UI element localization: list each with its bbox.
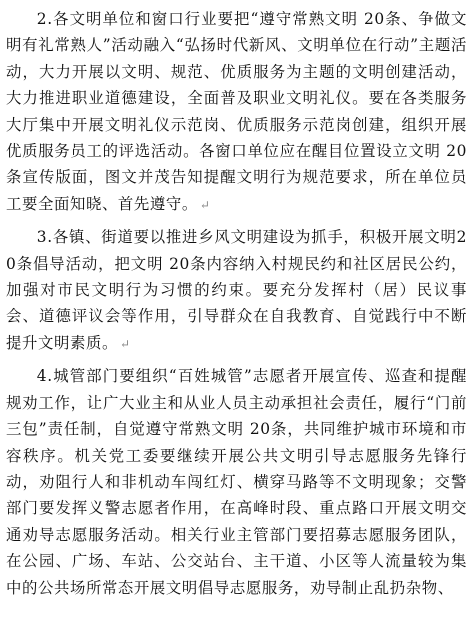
paragraph-3-text: 3.各镇、街道要以推进乡风文明建设为抓手，积极开展文明20条倡导活动，把文明 20条内容纳入村规民约和社区居民公约，加强对市民文明行为习惯的约束。要充分发挥村（居）民议事会、道德评议会等作用，引导群众在自我教育、自觉践行中不断提升文明素质。 [6,228,467,352]
paragraph-2 [6,6,467,218]
paragraph-3 [6,224,467,357]
paragraph-4 [6,363,467,602]
paragraph-4-text: 4.城管部门要组织“百姓城管”志愿者开展宣传、巡查和提醒规劝工作，让广大业主和从业人员主动承担社会责任，履行“门前三包”责任制，自觉遵守常熟文明 20条，共同维护城市环境和市容秩序。机关党工委要继续开展公共文明引导志愿服务先锋行动，劝阻行人和非机动车闯红灯、横穿马路等不文明现象；交警部门要发挥义警志愿者作用，在高峰时段、重点路口开展文明交通劝导志愿服务活动。相关行业主管部门要招募志愿服务团队，在公园、广场、车站、公交站台、主干道、小区等人流量较为集中的公共场所常态开展文明倡导志愿服务，劝导制止乱扔杂物、 [6,367,467,597]
paragraph-mark-icon: ↵ [199,197,210,212]
paragraph-2-text: 2.各文明单位和窗口行业要把“遵守常熟文明 20条、争做文明有礼常熟人”活动融入“弘扬时代新风、文明单位在行动”主题活动，大力开展以文明、规范、优质服务为主题的文明创建活动，大力推进职业道德建设，全面普及职业文明礼仪。要在各类服务大厅集中开展文明礼仪示范岗、优质服务示范岗创建，组织开展优质服务员工的评选活动。各窗口单位应在醒目位置设立文明 20 条宣传版面，图文并茂告知提醒文明行为规范要求，所在单位员工要全面知晓、首先遵守。 [6,10,467,213]
paragraph-mark-icon: ↵ [119,336,130,351]
